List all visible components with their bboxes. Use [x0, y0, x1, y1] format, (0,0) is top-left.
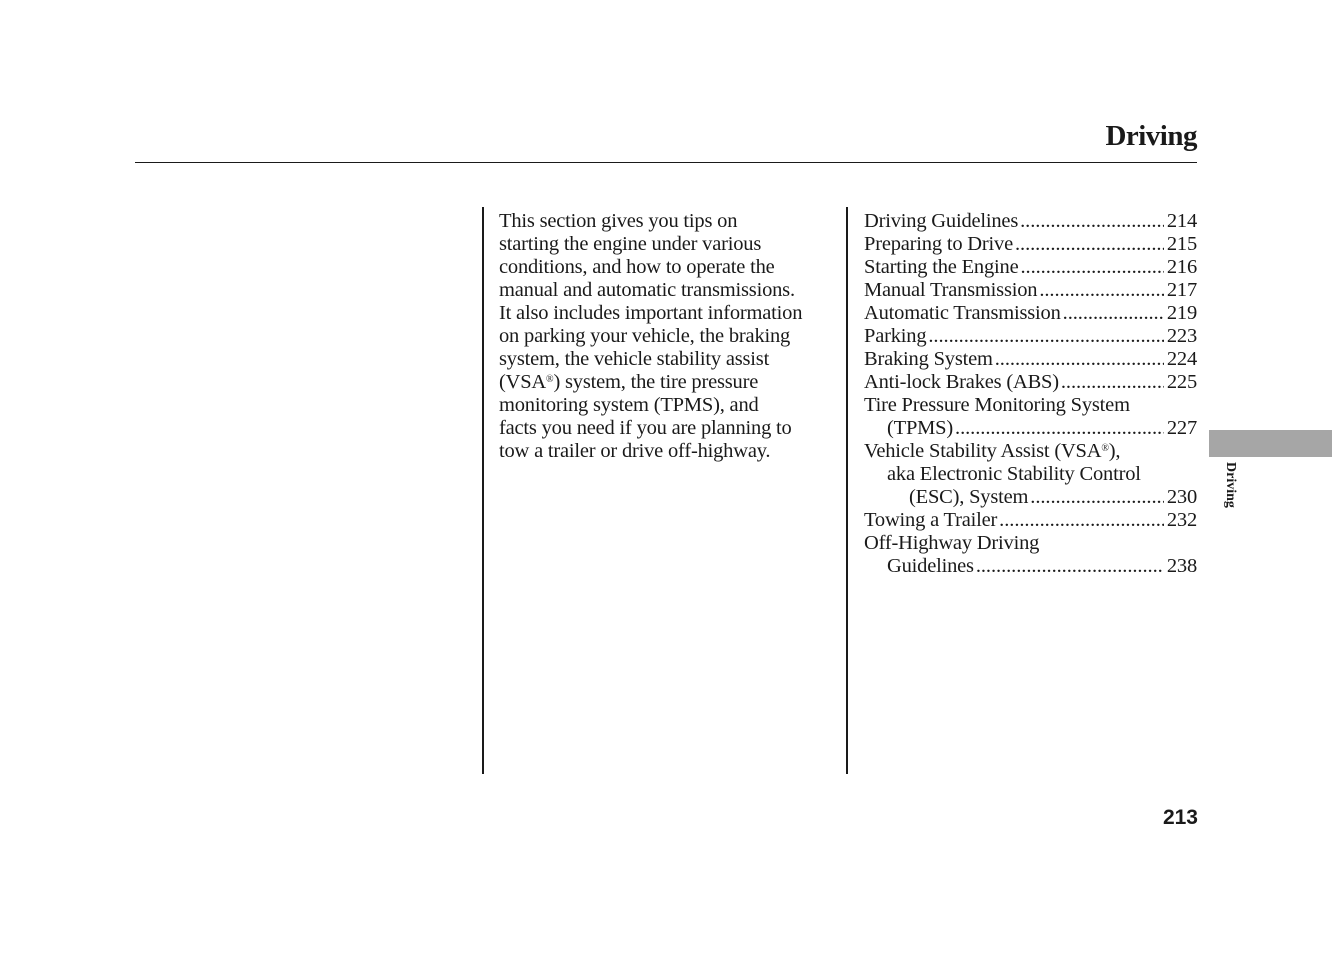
toc-page-number: 214	[1166, 210, 1197, 232]
toc-entry-starting-the-engine[interactable]	[864, 256, 1197, 279]
section-title: Driving	[1105, 120, 1197, 152]
toc-entry-title: Preparing to Drive	[864, 233, 1013, 255]
dot-leader	[976, 555, 1164, 578]
intro-paragraph	[499, 210, 839, 463]
toc-entry-title: Starting the Engine	[864, 256, 1019, 278]
dot-leader	[999, 509, 1164, 532]
toc-entry-parking[interactable]	[864, 325, 1197, 348]
column-divider-right	[846, 207, 848, 774]
toc-entry-title: Braking System	[864, 348, 993, 370]
section-side-tab	[1209, 430, 1332, 457]
toc-entry-title-part-1: Vehicle Stability Assist (VSA	[864, 440, 1102, 462]
dot-leader	[1020, 256, 1163, 279]
toc-entry-title: Automatic Transmission	[864, 302, 1061, 324]
toc-entry-tpms[interactable]	[864, 394, 1197, 440]
toc-entry-title-part-2: ),	[1108, 440, 1121, 462]
intro-text-part-2: ) system, the tire pressure monitoring system (TPMS), and facts you need if you are planning to tow a trailer or drive off-highway.	[499, 371, 792, 462]
toc-page-number: 223	[1166, 325, 1197, 347]
toc-page-number: 227	[1166, 417, 1197, 439]
toc-page-number: 217	[1166, 279, 1197, 301]
dot-leader	[1039, 279, 1164, 302]
toc-page-number: 219	[1166, 302, 1197, 324]
toc-entry-title: Parking	[864, 325, 927, 347]
toc-entry-title-continued: aka Electronic Stability Control	[887, 463, 1141, 485]
toc-entry-title-continued: (TPMS)	[887, 417, 954, 439]
toc-entry-title: Towing a Trailer	[864, 509, 998, 531]
header-rule	[135, 162, 1197, 163]
intro-text-part-1: This section gives you tips on starting the engine under various conditions, and how to operate the manual and automatic transmissions. It also includes important information on parking your vehicle, the braking system, the vehicle stability assist (VSA	[499, 210, 803, 393]
toc-entry-driving-guidelines[interactable]	[864, 210, 1197, 233]
toc-entry-anti-lock-brakes[interactable]	[864, 371, 1197, 394]
toc-entry-title	[864, 440, 1120, 463]
dot-leader	[1015, 233, 1164, 256]
dot-leader	[1063, 302, 1164, 325]
dot-leader	[995, 348, 1164, 371]
dot-leader	[955, 417, 1164, 440]
toc-page-number: 216	[1166, 256, 1197, 278]
toc-entry-title: Tire Pressure Monitoring System	[864, 394, 1130, 416]
toc-page-number: 224	[1166, 348, 1197, 370]
dot-leader	[1020, 210, 1164, 233]
toc-page-number: 215	[1166, 233, 1197, 255]
toc-entry-automatic-transmission[interactable]	[864, 302, 1197, 325]
toc-entry-title-continued: Guidelines	[887, 555, 974, 577]
page-number: 213	[1162, 806, 1198, 829]
table-of-contents	[864, 210, 1197, 578]
column-divider-left	[482, 207, 484, 774]
toc-entry-off-highway-driving[interactable]	[864, 532, 1197, 578]
toc-entry-title-continued: (ESC), System	[909, 486, 1029, 508]
toc-page-number: 230	[1166, 486, 1197, 508]
dot-leader	[1030, 486, 1164, 509]
registered-mark: ®	[1101, 443, 1109, 454]
toc-entry-title: Off-Highway Driving	[864, 532, 1040, 554]
toc-entry-towing-a-trailer[interactable]	[864, 509, 1197, 532]
toc-page-number: 225	[1166, 371, 1197, 393]
toc-entry-title: Anti-lock Brakes (ABS)	[864, 371, 1059, 393]
toc-entry-title: Manual Transmission	[864, 279, 1038, 301]
side-tab-label: Driving	[1223, 462, 1238, 508]
dot-leader	[1061, 371, 1164, 394]
toc-entry-braking-system[interactable]	[864, 348, 1197, 371]
toc-entry-vsa[interactable]	[864, 440, 1197, 509]
toc-entry-preparing-to-drive[interactable]	[864, 233, 1197, 256]
toc-page-number: 238	[1166, 555, 1197, 577]
registered-mark: ®	[546, 374, 554, 385]
dot-leader	[928, 325, 1163, 348]
toc-entry-title: Driving Guidelines	[864, 210, 1019, 232]
toc-entry-manual-transmission[interactable]	[864, 279, 1197, 302]
toc-page-number: 232	[1166, 509, 1197, 531]
